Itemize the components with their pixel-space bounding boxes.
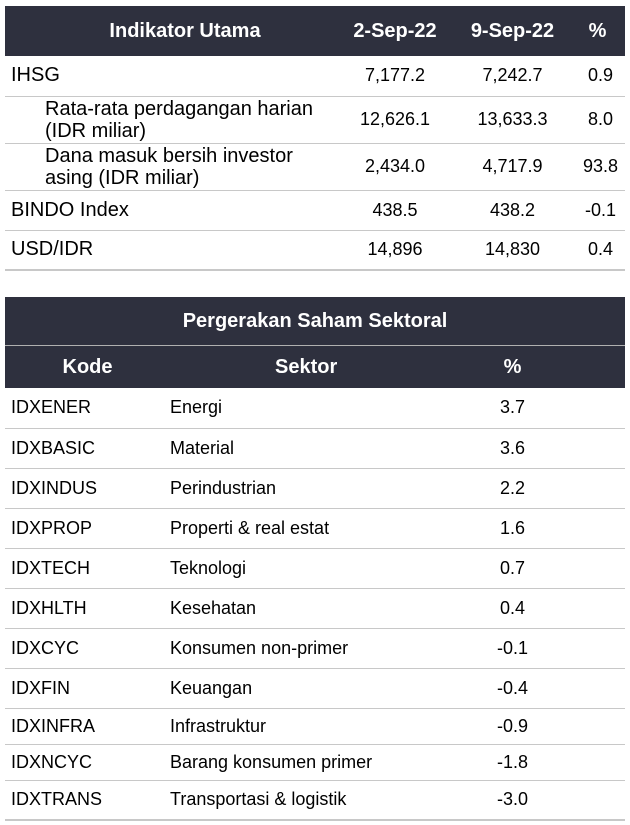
- row-value-1: 2,434.0: [364, 156, 426, 176]
- table-row: [5, 96, 625, 143]
- row-percent: 1.6: [500, 517, 526, 538]
- row-percent: 0.4: [587, 239, 614, 260]
- row-value-1: 12,626.1: [359, 109, 431, 129]
- row-percent: -0.1: [497, 637, 529, 658]
- row-value-2: 7,242.7: [482, 65, 543, 86]
- row-percent: 0.9: [587, 65, 614, 86]
- row-kode: IDXNCYC: [11, 751, 93, 772]
- table-row: [5, 143, 625, 190]
- table-row: [5, 744, 625, 780]
- row-kode: IDXHLTH: [11, 597, 87, 618]
- row-label: BINDO Index: [11, 198, 129, 221]
- indikator-header-row: [5, 6, 625, 56]
- row-label: USD/IDR: [11, 238, 94, 261]
- table-row: [5, 708, 625, 744]
- row-sektor: Material: [170, 437, 235, 458]
- table-row: [5, 190, 625, 230]
- row-label: IHSG: [11, 64, 60, 87]
- header-indikator: Indikator Utama: [5, 6, 335, 56]
- row-kode: IDXINFRA: [11, 715, 96, 736]
- row-kode: IDXTECH: [11, 557, 91, 578]
- table-row: [5, 780, 625, 820]
- row-kode: IDXCYC: [11, 637, 80, 658]
- table-row: [5, 548, 625, 588]
- row-kode: IDXBASIC: [11, 437, 96, 458]
- header-kode: Kode: [5, 346, 170, 389]
- table-row: [5, 468, 625, 508]
- row-percent: -1.8: [497, 751, 529, 772]
- sektoral-table: [5, 297, 625, 821]
- header-date-2: 9-Sep-22: [455, 6, 570, 56]
- row-sektor: Keuangan: [170, 677, 253, 698]
- row-percent: 8.0: [587, 109, 614, 129]
- table-row: [5, 508, 625, 548]
- row-label: Dana masuk bersih investor asing (IDR miliar): [45, 144, 293, 189]
- row-value-2: 14,830: [484, 239, 541, 260]
- table-row: [5, 388, 625, 428]
- row-value-2: 438.2: [489, 199, 536, 220]
- row-percent: -0.9: [497, 715, 529, 736]
- row-sektor: Properti & real estat: [170, 517, 330, 538]
- row-percent: 93.8: [582, 156, 619, 176]
- row-percent: 0.4: [500, 597, 526, 618]
- row-percent: -0.4: [497, 677, 529, 698]
- row-kode: IDXTRANS: [11, 789, 103, 810]
- row-kode: IDXFIN: [11, 677, 71, 698]
- row-sektor: Energi: [170, 397, 223, 418]
- row-sektor: Transportasi & logistik: [170, 789, 347, 810]
- row-kode: IDXPROP: [11, 517, 93, 538]
- table-row: [5, 628, 625, 668]
- row-percent: 3.7: [500, 397, 526, 418]
- row-sektor: Infrastruktur: [170, 715, 267, 736]
- table-row: [5, 230, 625, 270]
- sektoral-header-row: [5, 346, 625, 389]
- sektoral-title: Pergerakan Saham Sektoral: [5, 297, 625, 346]
- header-sektor: Sektor: [170, 346, 450, 389]
- row-percent: -0.1: [584, 199, 617, 220]
- row-sektor: Kesehatan: [170, 597, 257, 618]
- indikator-table: [5, 6, 625, 271]
- row-kode: IDXINDUS: [11, 477, 98, 498]
- row-percent: 2.2: [500, 477, 526, 498]
- row-percent: 0.7: [500, 557, 526, 578]
- row-sektor: Barang konsumen primer: [170, 751, 373, 772]
- row-value-2: 13,633.3: [477, 109, 548, 129]
- row-sektor: Teknologi: [170, 557, 247, 578]
- row-value-2: 4,717.9: [482, 156, 543, 176]
- row-label: Rata-rata perdagangan harian (IDR miliar): [45, 97, 313, 142]
- row-sektor: Perindustrian: [170, 477, 277, 498]
- row-value-1: 14,896: [367, 239, 423, 260]
- row-percent: 3.6: [500, 437, 526, 458]
- row-sektor: Konsumen non-primer: [170, 637, 349, 658]
- table-row: [5, 588, 625, 628]
- row-percent: -3.0: [497, 789, 529, 810]
- row-value-1: 438.5: [372, 199, 418, 220]
- header-percent: %: [450, 346, 625, 389]
- table-row: [5, 56, 625, 96]
- header-date-1: 2-Sep-22: [335, 6, 455, 56]
- row-value-1: 7,177.2: [364, 65, 426, 86]
- header-percent: %: [570, 6, 625, 56]
- table-row: [5, 668, 625, 708]
- row-kode: IDXENER: [11, 397, 92, 418]
- table-row: [5, 428, 625, 468]
- sektoral-title-row: [5, 297, 625, 346]
